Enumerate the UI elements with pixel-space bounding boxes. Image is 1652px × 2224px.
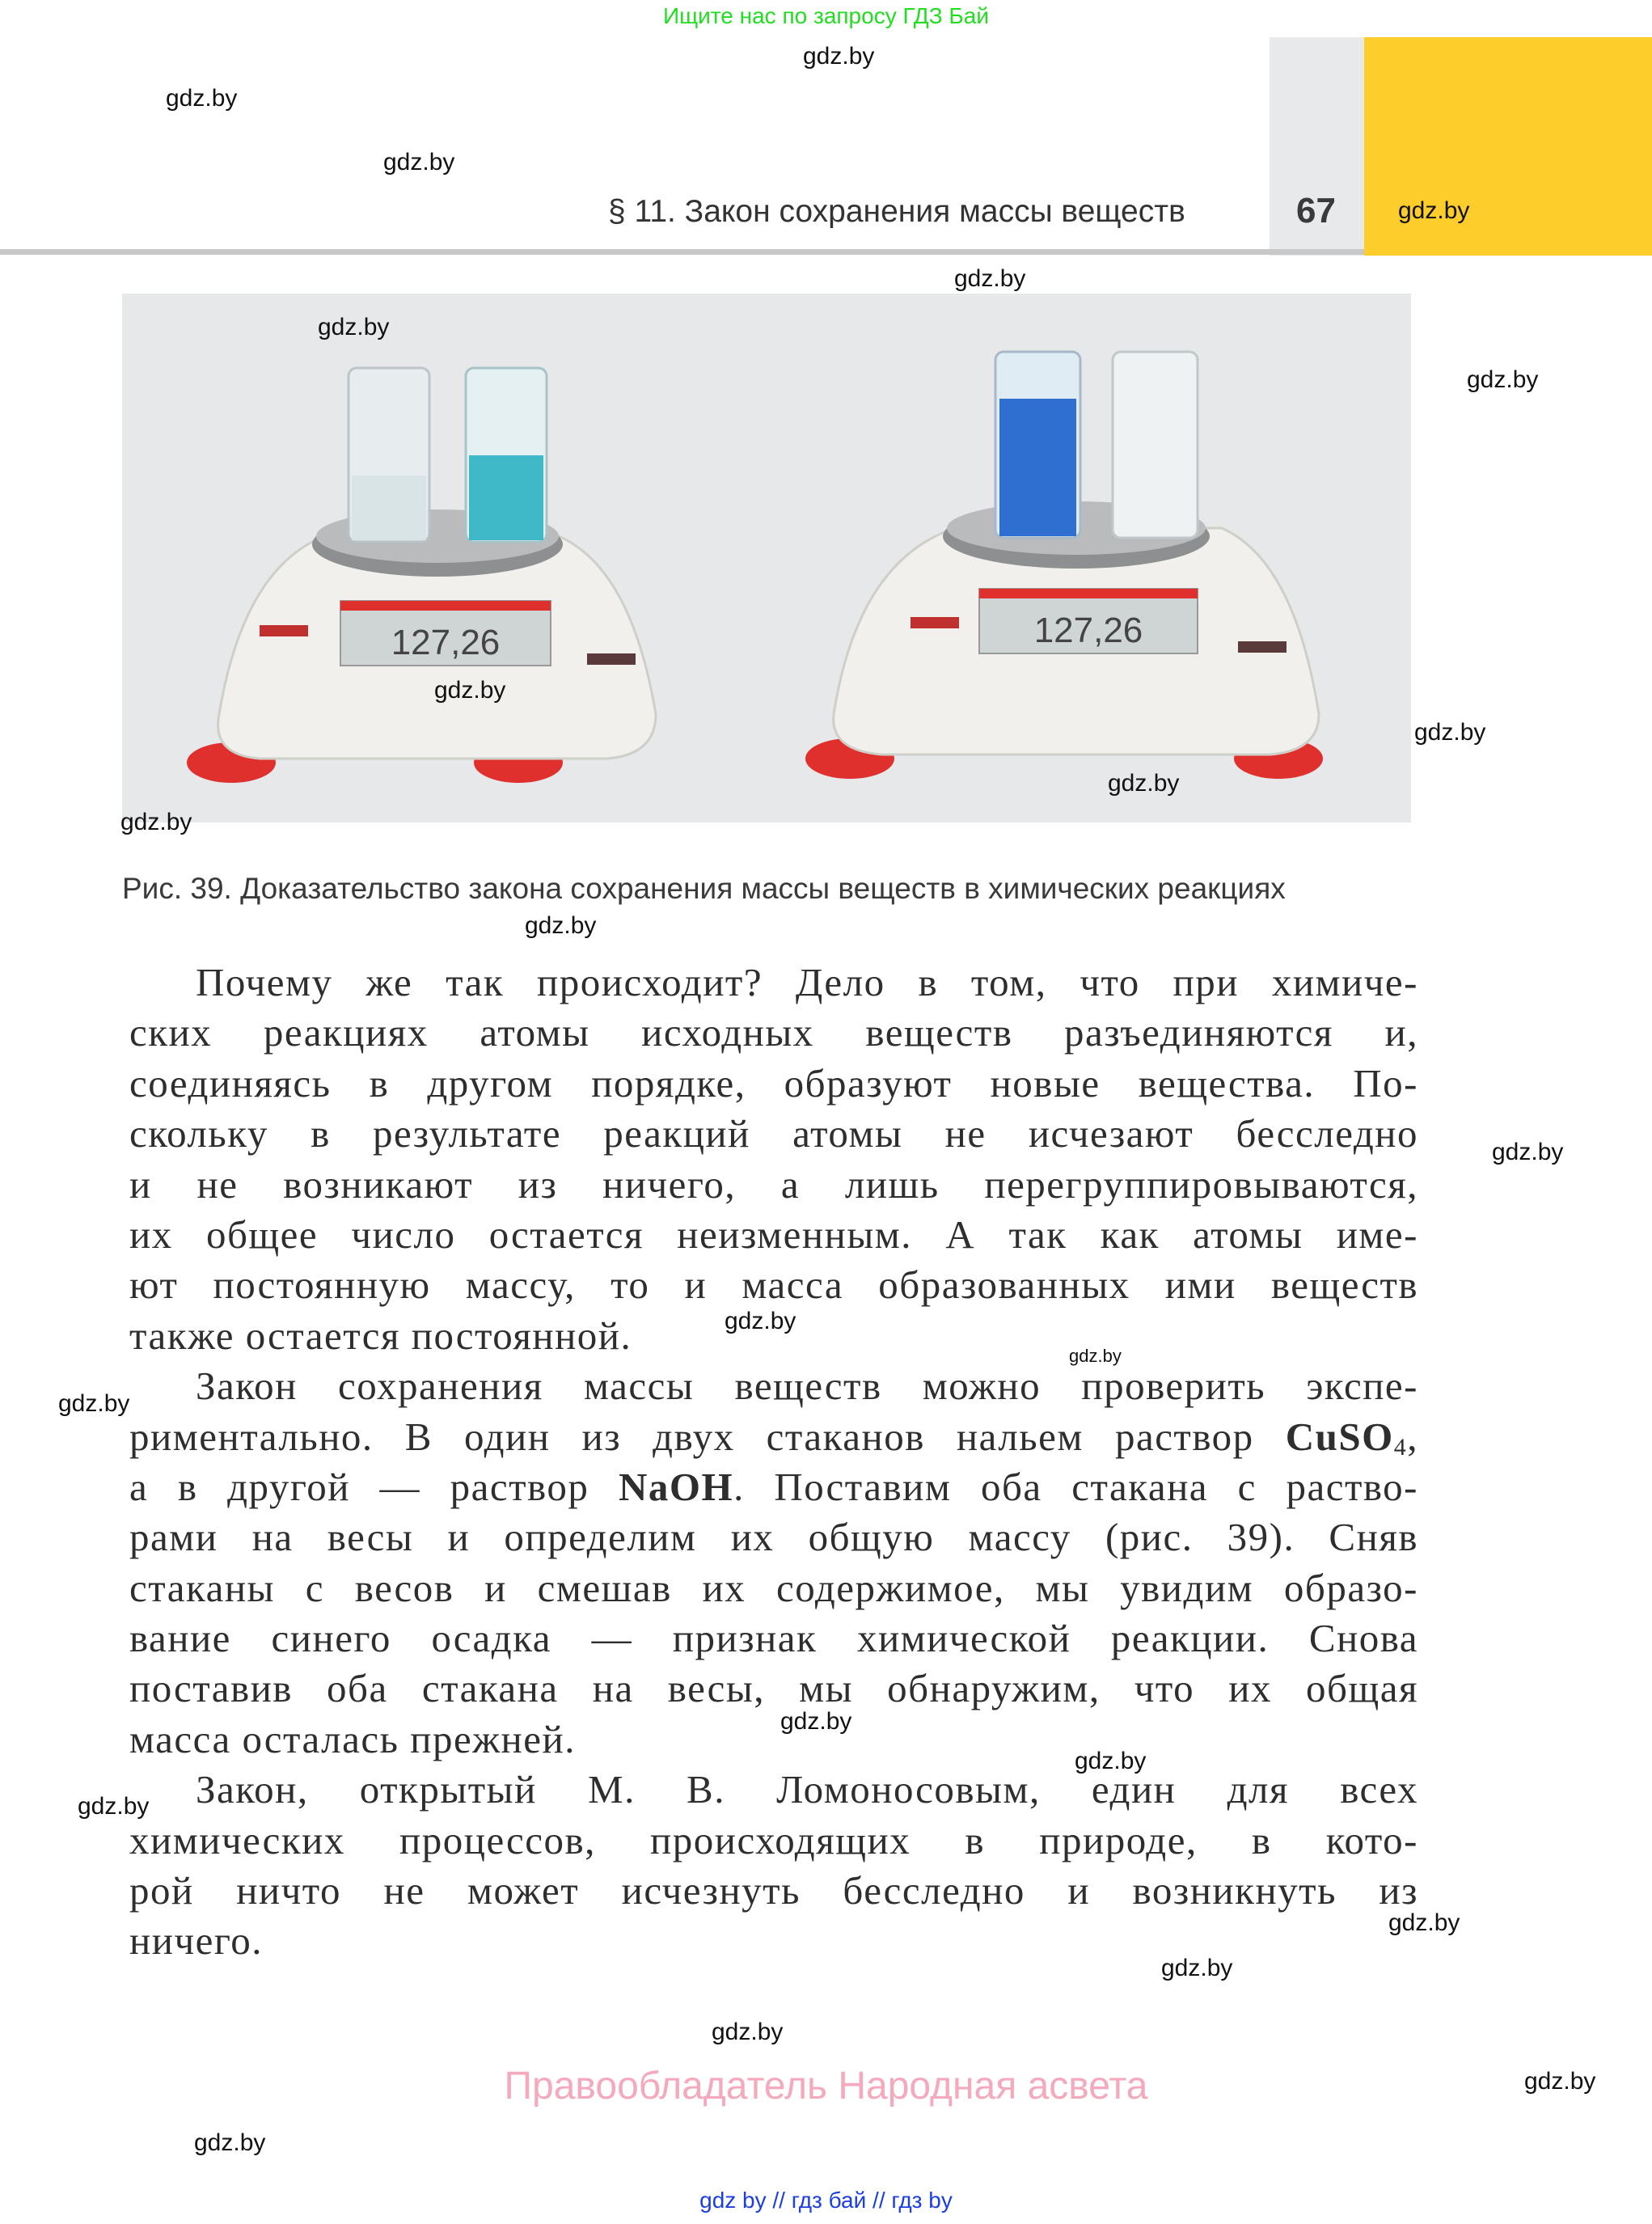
text-line: рой ничто не может исчезнуть бесследно и возникнуть из xyxy=(129,1868,1418,1913)
watermark: gdz.by xyxy=(525,912,597,939)
text-line: вание синего осадка — признак химической реакции. Снова xyxy=(129,1616,1418,1661)
text-line: поставив оба стакана на весы, мы обнаружим, что их общая xyxy=(129,1666,1418,1711)
text-line: рами на весы и определим их общую массу (рис. 39). Сняв xyxy=(129,1515,1418,1560)
text-line: их общее число остается неизменным. А так как атомы име- xyxy=(129,1211,1418,1257)
text-line xyxy=(129,1462,1418,1512)
watermark: gdz.by xyxy=(1388,1909,1460,1936)
text-segment: , xyxy=(1407,1414,1418,1459)
text-line: масса осталась прежней. xyxy=(129,1716,576,1761)
text-segment: а в другой — раствор xyxy=(129,1464,619,1509)
watermark: gdz.by xyxy=(1108,770,1180,797)
text-segment: риментально. В один из двух стаканов нальем раствор xyxy=(129,1414,1286,1459)
watermark: gdz.by xyxy=(383,149,455,175)
right-scale-display: 127,26 xyxy=(1033,611,1143,650)
text-line: стаканы с весов и смешав их содержимое, мы увидим образо- xyxy=(129,1565,1418,1610)
watermark: gdz.by xyxy=(725,1308,796,1334)
watermark: gdz.by xyxy=(1398,197,1470,224)
footer-links: gdz by // гдз бай // гдз by xyxy=(699,2188,953,2213)
text-line: скольку в результате реакций атомы не исчезают бесследно xyxy=(129,1111,1418,1156)
chemical-formula: CuSO xyxy=(1285,1414,1394,1459)
left-scale xyxy=(187,368,656,783)
text-line: также остается постоянной. xyxy=(129,1313,632,1358)
watermark: gdz.by xyxy=(166,85,238,112)
body-text xyxy=(129,958,1418,1967)
balance-scales-illustration xyxy=(122,294,1411,822)
figure-photo xyxy=(122,294,1411,822)
text-line: Закон, открытый М. В. Ломоносовым, един для всех xyxy=(196,1767,1418,1812)
watermark: gdz.by xyxy=(120,809,192,835)
watermark: gdz.by xyxy=(1075,1748,1147,1774)
watermark: gdz.by xyxy=(58,1390,130,1417)
section-title: § 11. Закон сохранения массы веществ xyxy=(608,194,1185,229)
copyright-notice: Правообладатель Народная асвета xyxy=(504,2065,1148,2108)
text-line: ют постоянную массу, то и масса образованных ими веществ xyxy=(129,1262,1418,1308)
watermark: gdz.by xyxy=(1467,366,1539,393)
text-line xyxy=(129,1412,1418,1462)
text-line: соединяясь в другом порядке, образуют новые вещества. По- xyxy=(129,1060,1418,1106)
watermark: gdz.by xyxy=(194,2129,266,2156)
watermark: gdz.by xyxy=(803,43,875,70)
watermark: gdz.by xyxy=(1161,1955,1233,1981)
text-line: Почему же так происходит? Дело в том, что при химиче- xyxy=(196,960,1418,1004)
text-line: химических процессов, происходящих в природе, в кото- xyxy=(129,1817,1418,1862)
header-rule xyxy=(0,249,1364,255)
figure-caption: Рис. 39. Доказательство закона сохранения массы веществ в химических реакциях xyxy=(122,872,1286,905)
chemical-formula: NaOH xyxy=(618,1464,734,1509)
watermark: gdz.by xyxy=(78,1793,150,1820)
right-scale xyxy=(805,352,1323,779)
text-line: и не возникают из ничего, а лишь перегруппировываются, xyxy=(129,1161,1418,1207)
text-line: Закон сохранения массы веществ можно проверить экспе- xyxy=(196,1364,1418,1409)
text-line: ских реакциях атомы исходных веществ разъединяются и, xyxy=(129,1010,1418,1055)
search-banner: Ищите нас по запросу ГДЗ Бай xyxy=(662,3,990,28)
watermark: gdz.by xyxy=(1069,1346,1122,1366)
watermark: gdz.by xyxy=(318,314,390,340)
watermark: gdz.by xyxy=(1492,1139,1564,1165)
page-number: 67 xyxy=(1296,191,1336,230)
watermark: gdz.by xyxy=(434,677,506,704)
watermark: gdz.by xyxy=(954,265,1026,292)
watermark: gdz.by xyxy=(712,2019,784,2045)
watermark: gdz.by xyxy=(780,1708,852,1735)
formula-subscript: 4 xyxy=(1393,1433,1408,1461)
left-scale-display: 127,26 xyxy=(391,623,501,662)
watermark: gdz.by xyxy=(1414,719,1486,746)
watermark: gdz.by xyxy=(1524,2068,1596,2095)
text-line: ничего. xyxy=(129,1918,263,1964)
text-segment: . Поставим оба стакана с раство- xyxy=(733,1464,1418,1509)
